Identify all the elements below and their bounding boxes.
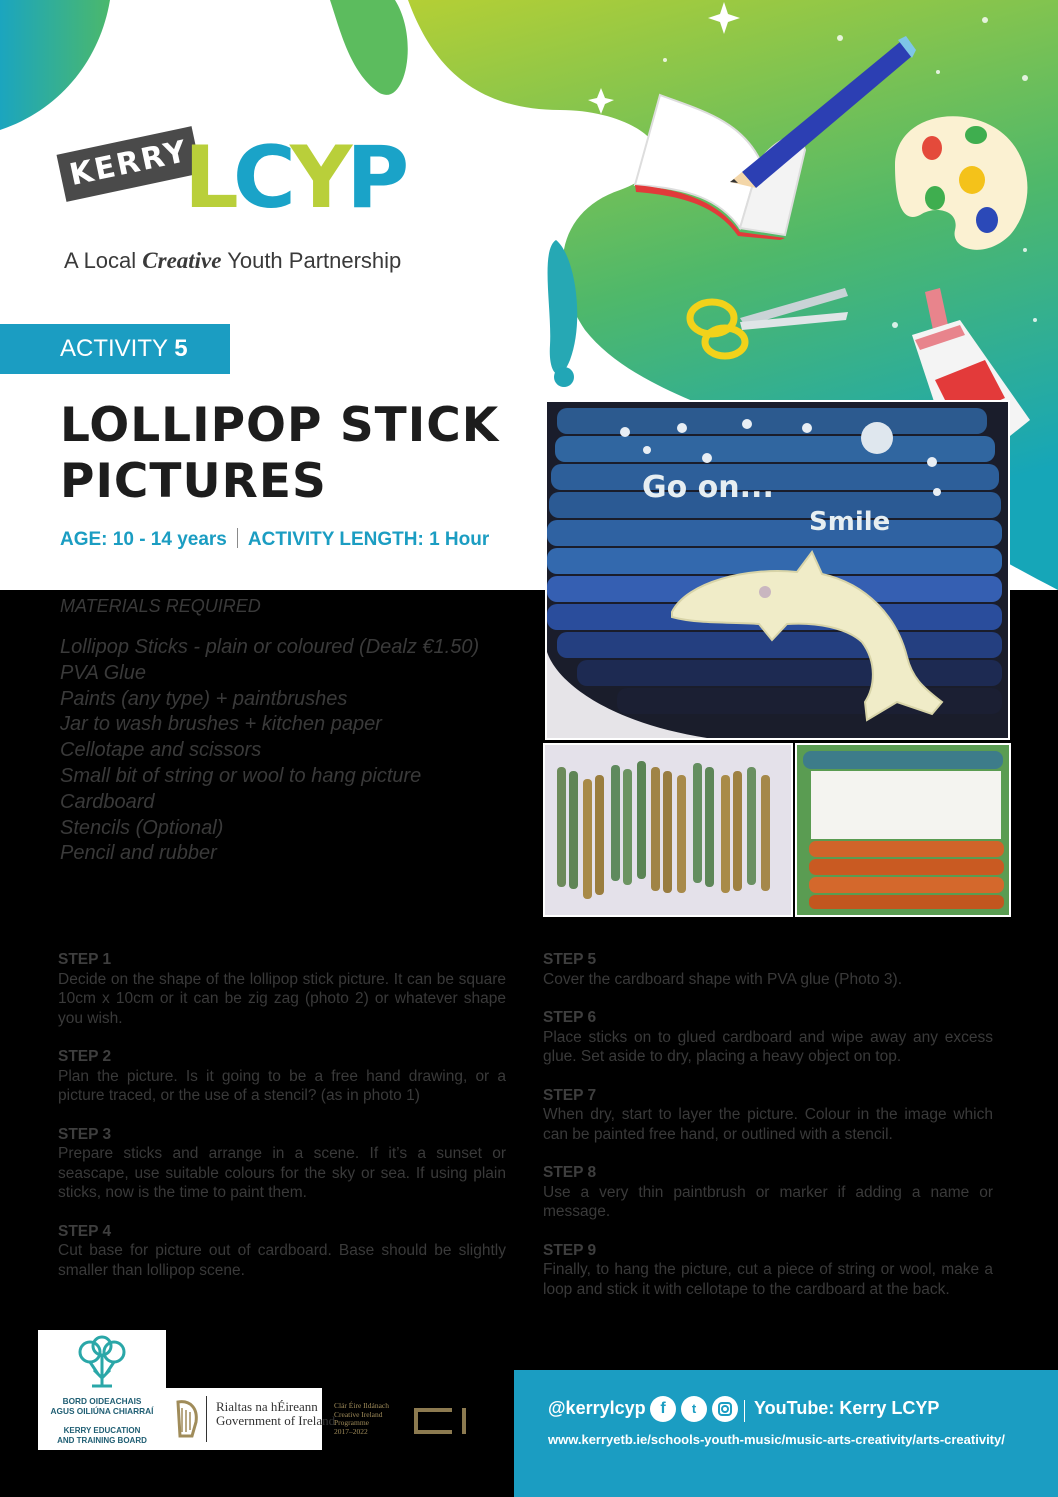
logo-letter-l: L xyxy=(184,128,233,228)
etb-line: BORD OIDEACHAIS xyxy=(62,1396,142,1406)
flag-picture-art xyxy=(797,745,1009,915)
creative-ireland-logo xyxy=(332,1400,492,1440)
activity-banner xyxy=(0,324,230,374)
step-body: Use a very thin paintbrush or marker if adding a name or message. xyxy=(543,1183,993,1220)
material-item: Pencil and rubber xyxy=(60,842,217,865)
ci-text xyxy=(334,1402,389,1436)
ci-line: 2017–2022 xyxy=(334,1426,368,1436)
etb-irish-name xyxy=(38,1396,166,1416)
twitter-icon[interactable]: t xyxy=(681,1396,707,1422)
steps-left-column xyxy=(58,950,506,1299)
divider xyxy=(237,528,238,548)
material-item: Small bit of string or wool to hang picture xyxy=(60,764,422,787)
youtube-label[interactable]: YouTube: Kerry LCYP xyxy=(754,1398,940,1418)
photo-flag-picture xyxy=(795,743,1011,917)
gov-line: Government of Ireland xyxy=(216,1413,336,1428)
page-title xyxy=(60,398,530,510)
gov-text xyxy=(216,1400,335,1428)
logo-tagline xyxy=(64,248,401,274)
material-item: Stencils (Optional) xyxy=(60,816,224,839)
title-line-2: PICTURES xyxy=(60,454,327,509)
step-heading: STEP 4 xyxy=(58,1222,112,1240)
step-body: Finally, to hang the picture, cut a piece of string or wool, make a loop and stick it with cellotape to the cardboard at the back. xyxy=(543,1261,993,1298)
kerry-etb-logo xyxy=(38,1330,166,1450)
photo-painted-sticks xyxy=(543,743,793,917)
step-heading: STEP 2 xyxy=(58,1048,112,1065)
age-text: AGE: 10 - 14 years xyxy=(60,529,227,550)
step-heading: STEP 6 xyxy=(543,1009,597,1026)
activity-number: 5 xyxy=(174,335,188,362)
material-item: Cellotape and scissors xyxy=(60,739,262,762)
step-heading: STEP 9 xyxy=(543,1241,597,1259)
logo-kerry-box: KERRY xyxy=(57,126,202,202)
etb-line: KERRY EDUCATION xyxy=(63,1426,141,1435)
logo-letter-y: Y xyxy=(289,128,347,228)
tagline-post: Youth Partnership xyxy=(221,248,402,273)
divider xyxy=(744,1400,745,1422)
length-text: ACTIVITY LENGTH: 1 Hour xyxy=(247,529,490,550)
logo-lcyp-text xyxy=(184,128,403,228)
etb-line: AGUS OILIÚNA CHIARRAÍ xyxy=(50,1406,154,1416)
step-body: Plan the picture. Is it going to be a free hand drawing, or a picture traced, or the use of a stencil? (as in photo 1) xyxy=(58,1067,506,1104)
step-body: Cut base for picture out of cardboard. Base should be slightly smaller than lollipop scene. xyxy=(58,1242,506,1279)
ci-mark-icon xyxy=(412,1406,474,1436)
tagline-pre: A Local xyxy=(64,248,143,273)
logo-letter-c: C xyxy=(232,128,290,228)
tree-icon xyxy=(38,1330,166,1392)
activity-label: ACTIVITY xyxy=(60,335,175,362)
photo-dolphin-picture xyxy=(545,400,1010,740)
facebook-icon[interactable]: f xyxy=(650,1396,676,1422)
step-heading: STEP 5 xyxy=(543,951,597,968)
materials-heading: MATERIALS REQUIRED xyxy=(60,596,261,616)
instagram-icon[interactable] xyxy=(712,1396,738,1422)
material-item: Paints (any type) + paintbrushes xyxy=(60,687,348,710)
photo-text-smile: Smile xyxy=(809,507,891,537)
steps-right-column xyxy=(543,950,993,1318)
gov-line: Rialtas na hÉireann xyxy=(216,1399,318,1414)
ci-line: Clár Éire Ildánach xyxy=(334,1401,389,1410)
material-item: Lollipop Sticks - plain or coloured (Dealz €1.50) xyxy=(60,636,480,658)
painted-sticks-art xyxy=(545,745,791,915)
step-body: Decide on the shape of the lollipop stick picture. It can be square 10cm x 10cm or it can be zig zag (photo 2) or whatever shape you wish. xyxy=(58,970,506,1027)
dolphin-picture-art xyxy=(547,402,1008,738)
website-link[interactable]: www.kerryetb.ie/schools-youth-music/music-arts-creativity/arts-creativity/ xyxy=(548,1432,1005,1447)
materials-section xyxy=(60,596,530,867)
logo-letter-p: P xyxy=(346,128,404,228)
tagline-creative: Creative xyxy=(142,248,222,273)
step-heading: STEP 7 xyxy=(543,1086,597,1104)
title-line-1: LOLLIPOP STICK xyxy=(60,398,500,453)
etb-line: AND TRAINING BOARD xyxy=(57,1436,147,1445)
step-heading: STEP 3 xyxy=(58,1125,112,1143)
kerry-lcyp-logo xyxy=(56,128,416,278)
government-of-ireland-logo xyxy=(166,1388,336,1450)
age-and-length xyxy=(60,528,489,551)
step-body: Place sticks on to glued cardboard and wipe away any excess glue. Set aside to dry, placing a heavy object on top. xyxy=(543,1028,993,1065)
material-item: Cardboard xyxy=(60,790,155,813)
material-item: PVA Glue xyxy=(60,661,146,684)
step-body: When dry, start to layer the picture. Colour in the image which can be painted free hand, or outlined with a stencil. xyxy=(543,1106,993,1143)
etb-english-name xyxy=(38,1426,166,1446)
step-heading: STEP 1 xyxy=(58,951,112,968)
material-item: Jar to wash brushes + kitchen paper xyxy=(60,713,382,736)
photo-text-go-on: Go on... xyxy=(642,470,774,505)
social-footer xyxy=(514,1370,1058,1497)
divider xyxy=(206,1396,207,1442)
harp-icon xyxy=(172,1398,202,1440)
social-handle[interactable]: @kerrylcyp xyxy=(548,1398,646,1418)
step-heading: STEP 8 xyxy=(543,1164,597,1181)
ci-line: Creative Ireland xyxy=(334,1409,383,1419)
ci-line: Programme xyxy=(334,1418,369,1427)
step-body: Prepare sticks and arrange in a scene. If it’s a sunset or seascape, use suitable colours for the sky or sea. If using plain sticks, now is the time to paint them. xyxy=(58,1145,506,1201)
step-body: Cover the cardboard shape with PVA glue (Photo 3). xyxy=(543,970,903,988)
